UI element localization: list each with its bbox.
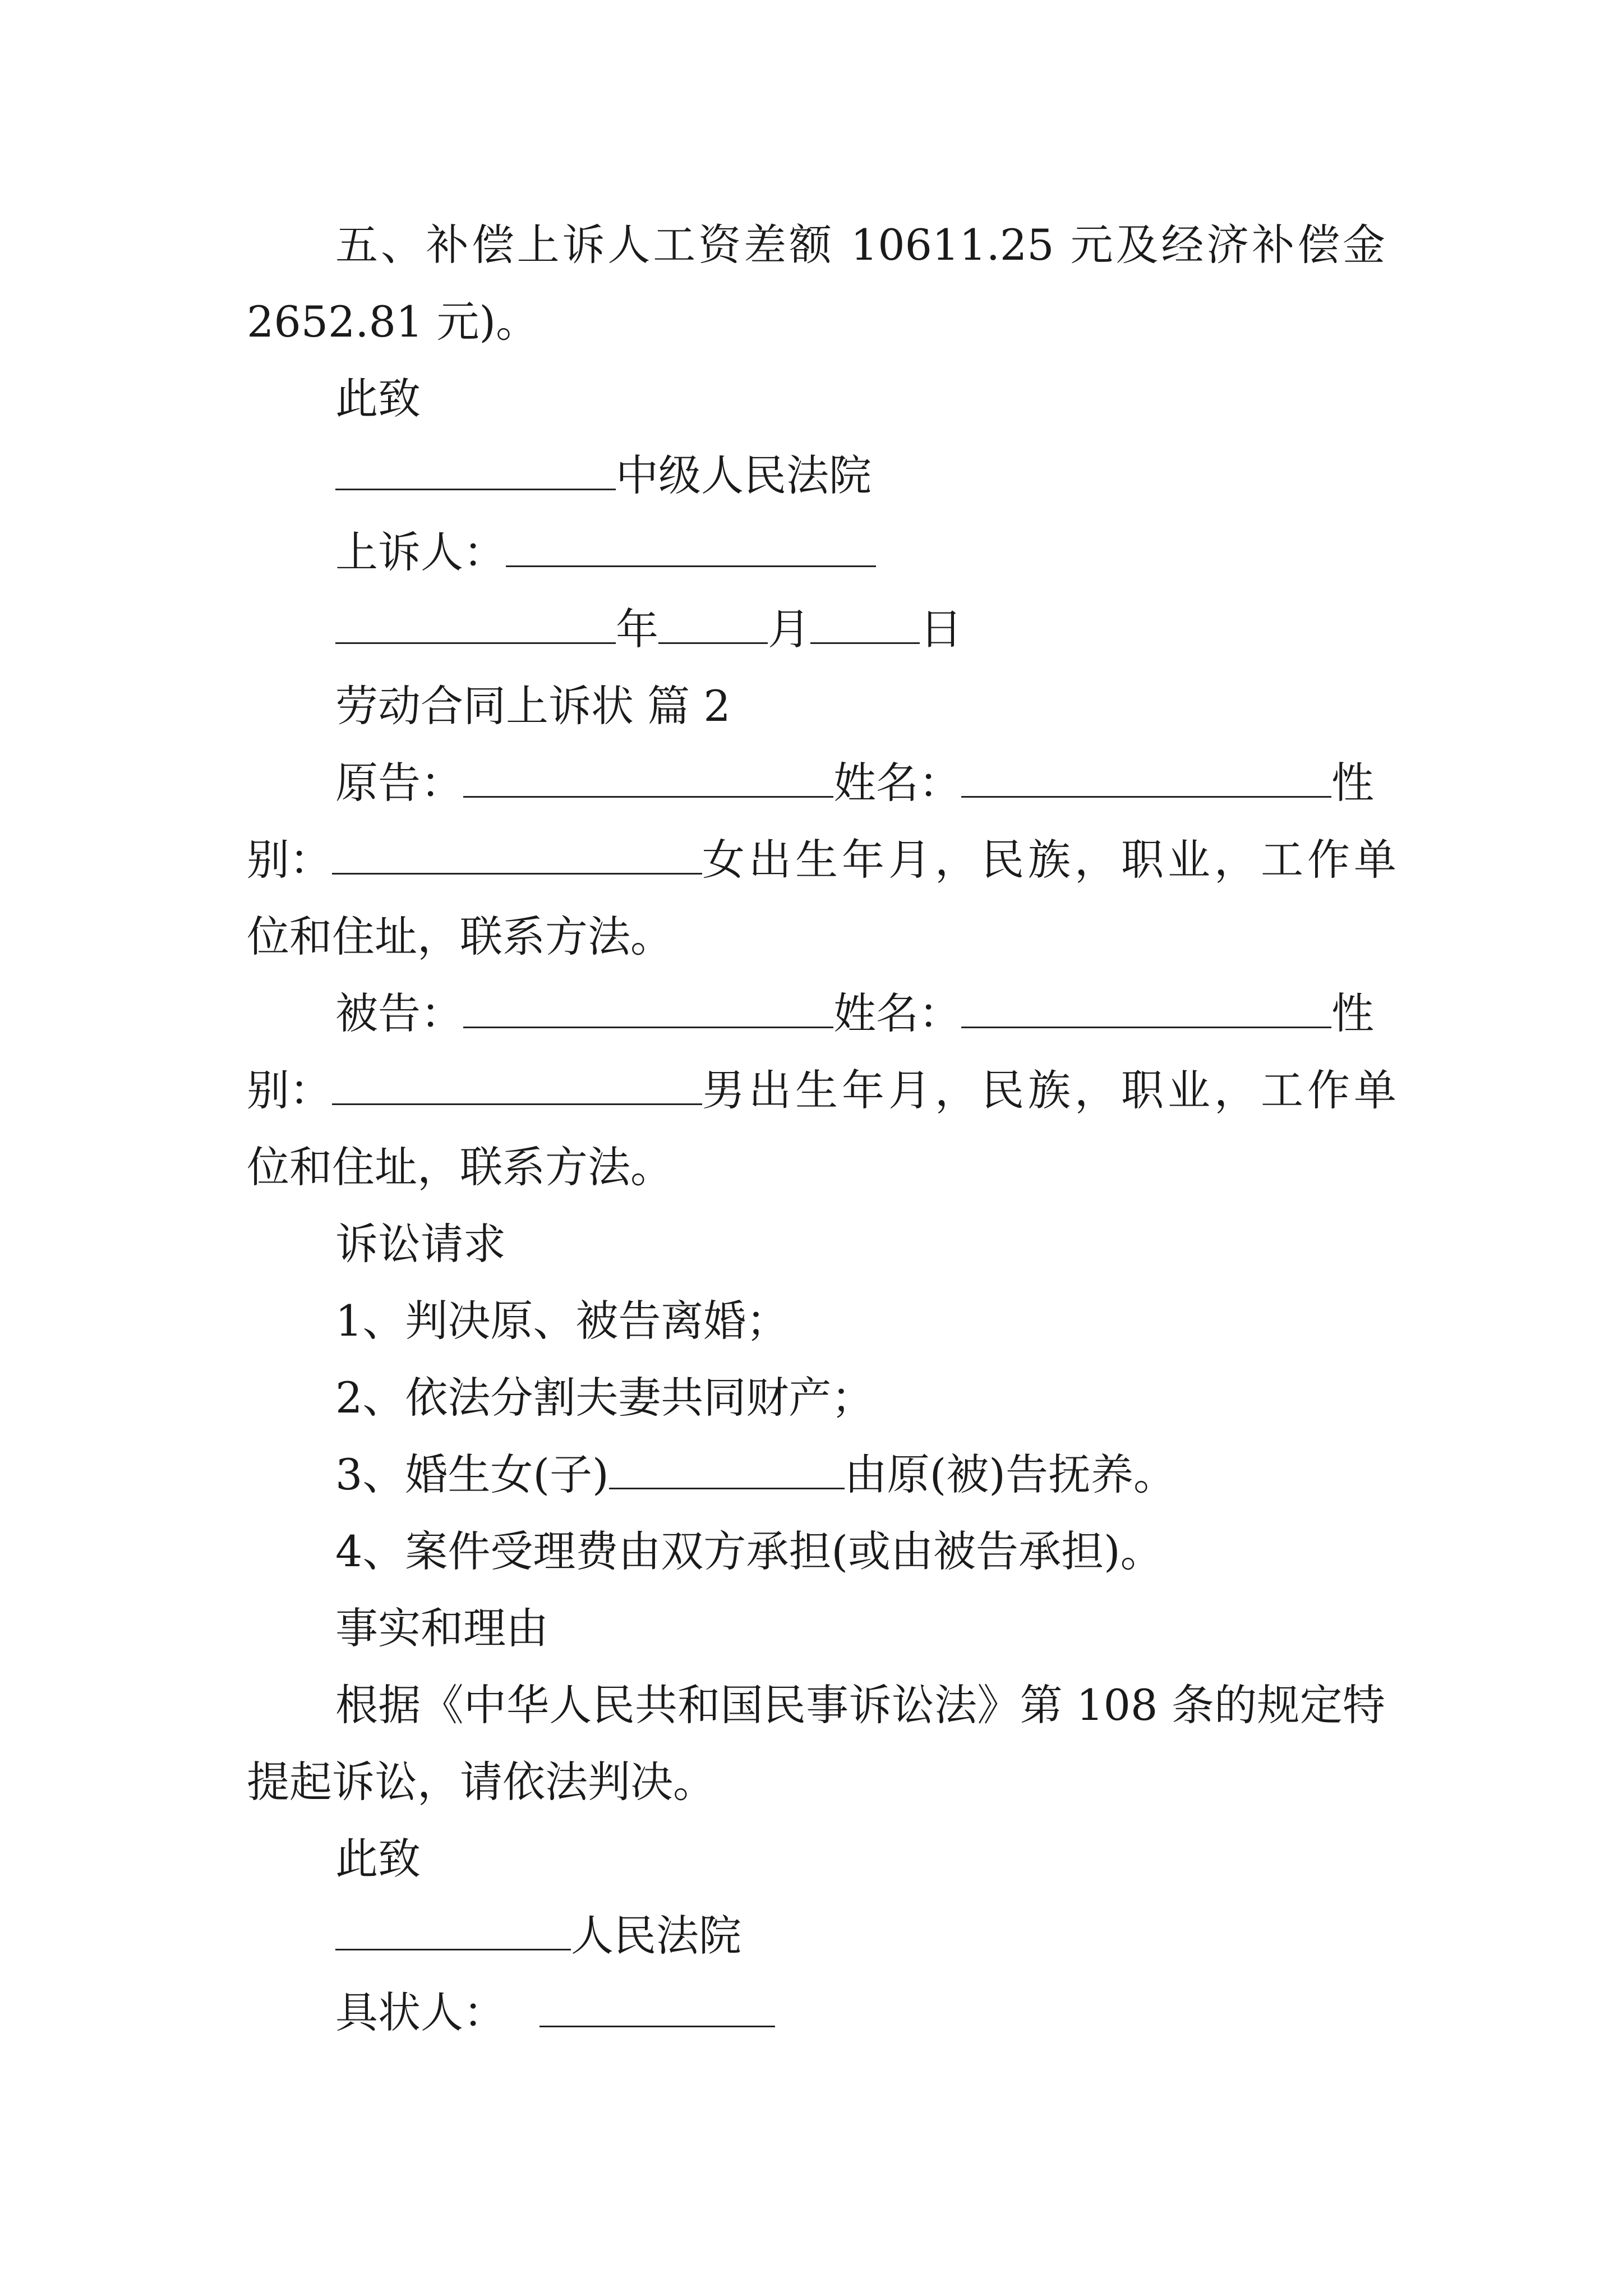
appellant-blank[interactable]: [506, 531, 876, 567]
year-label: 年: [616, 604, 658, 654]
court-line-2: [247, 1897, 1385, 1974]
defendant-gender-line: [247, 1052, 1400, 1129]
defendant-name-blank[interactable]: [961, 992, 1331, 1028]
court-label-1: 中级人民法院: [616, 450, 872, 500]
claim-1: 1、判决原、被告离婚；: [335, 1296, 789, 1346]
salutation-2: 此致: [335, 1834, 421, 1884]
day-label: 日: [920, 604, 962, 654]
plaintiff-gender-blank[interactable]: [332, 838, 702, 875]
gender-label-part1-2: 性: [1331, 988, 1374, 1038]
year-blank[interactable]: [335, 608, 616, 644]
child-name-blank[interactable]: [609, 1453, 845, 1489]
salutation-1: 此致: [335, 374, 421, 424]
court-label-2: 人民法院: [571, 1911, 741, 1961]
claim-2: 2、依法分割夫妻共同财产；: [335, 1373, 874, 1423]
facts-line-1: 根据《中华人民共和国民事诉讼法》第 108 条的规定特: [335, 1680, 1385, 1730]
plaintiff-line: [247, 744, 1385, 821]
plaintiff-address-line: 位和住址，联系方法。: [247, 912, 673, 961]
gender-label-part2-1: 别：: [247, 835, 332, 885]
appellant-label: 上诉人：: [335, 527, 506, 577]
day-blank[interactable]: [810, 608, 920, 644]
plaintiff-gender-line: [247, 821, 1400, 898]
signer-blank[interactable]: [540, 1991, 775, 2027]
signer-line: [247, 1974, 1385, 2051]
court-name-blank[interactable]: [335, 454, 616, 490]
section-title: 劳动合同上诉状 篇 2: [335, 681, 731, 731]
gender-label-part2-2: 别：: [247, 1065, 332, 1115]
defendant-blank[interactable]: [463, 992, 833, 1028]
date-line-1: [247, 591, 1385, 668]
defendant-label: 被告：: [335, 988, 463, 1038]
paragraph-compensation-line-2: 2652.81 元)。: [247, 297, 539, 347]
court-line-1: [247, 437, 1385, 514]
gender-label-part1-1: 性: [1331, 758, 1374, 808]
defendant-address-line: 位和住址，联系方法。: [247, 1142, 673, 1192]
signer-label: 具状人：: [335, 1987, 506, 2037]
defendant-line: [247, 975, 1385, 1052]
claims-title: 诉讼请求: [335, 1219, 506, 1269]
plaintiff-blank[interactable]: [463, 761, 833, 798]
claim-3-prefix: 3、婚生女(子): [335, 1450, 609, 1499]
paragraph-compensation-line-1: 五、补偿上诉人工资差额 10611.25 元及经济补偿金: [335, 220, 1385, 270]
facts-line-2: 提起诉讼，请依法判决。: [247, 1757, 716, 1807]
month-blank[interactable]: [658, 608, 768, 644]
court-name-blank-2[interactable]: [335, 1914, 571, 1950]
name-label-2: 姓名：: [833, 988, 961, 1038]
facts-title: 事实和理由: [335, 1603, 548, 1653]
defendant-gender-blank[interactable]: [332, 1069, 702, 1105]
claim-3: [247, 1436, 1385, 1513]
appellant-line: [247, 514, 1385, 591]
claim-4: 4、案件受理费由双方承担(或由被告承担)。: [335, 1526, 1163, 1576]
plaintiff-info: 女出生年月，民族，职业，工作单: [702, 835, 1400, 885]
plaintiff-name-blank[interactable]: [961, 761, 1331, 798]
defendant-info: 男出生年月，民族，职业，工作单: [702, 1065, 1400, 1115]
claim-3-suffix: 由原(被)告抚养。: [844, 1450, 1176, 1499]
month-label: 月: [768, 604, 810, 654]
plaintiff-label: 原告：: [335, 758, 463, 808]
name-label-1: 姓名：: [833, 758, 961, 808]
